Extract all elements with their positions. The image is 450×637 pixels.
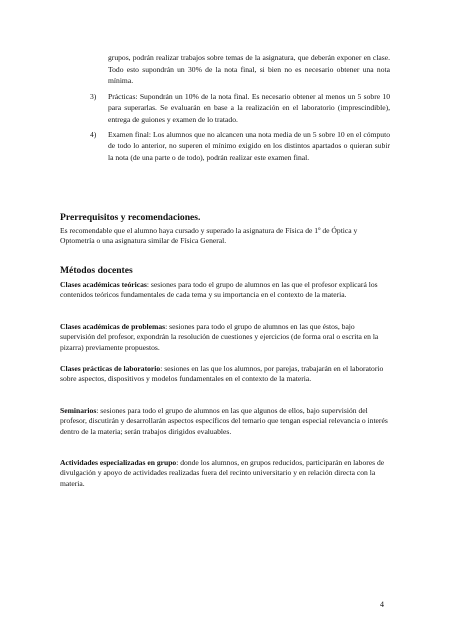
method-description: : donde los alumnos, en grupos reducidos, participarán en labores de divulgación y apoyo de actividades realizadas fuera del recinto universitario y en relación directa con la materia.: [60, 458, 385, 488]
page-number: 4: [380, 600, 384, 609]
prerequisites-text: Es recomendable que el alumno haya cursado y superado la asignatura de Física de 1º de Óptica y Optometría o una asignatura similar de Física General.: [60, 226, 358, 246]
method-description: : sesiones en las que los alumnos, por parejas, trabajarán en el laboratorio sobre aspectos, dispositivos y modelos fundamentales en el contexto de la materia.: [60, 364, 384, 384]
evaluation-list: [60, 52, 390, 163]
method-entry: [60, 280, 390, 301]
method-entry: [60, 406, 390, 437]
list-item-number: 4): [90, 129, 97, 139]
list-item: [60, 91, 390, 126]
method-term: Actividades especializadas en grupo: [60, 458, 177, 467]
list-item: [60, 129, 390, 164]
prerequisites-heading: Prerrequisitos y recomendaciones.: [60, 212, 201, 223]
method-description: : sesiones para todo el grupo de alumnos en las que el profesor explicará los contenidos teóricos fundamentales de cada tema y su importancia en el contexto de la materia.: [60, 280, 378, 300]
list-intro-continuation: grupos, podrán realizar trabajos sobre temas de la asignatura, que deberán exponer en clase. Todo esto supondrán un 30% de la nota final, si bien no es necesario obtener una nota mínima.: [108, 53, 390, 86]
method-entry: [60, 322, 390, 353]
method-term: Seminarios: [60, 406, 97, 415]
list-item-number: 3): [90, 91, 97, 101]
list-item-text: Prácticas: Supondrán un 10% de la nota final. Es necesario obtener al menos un 5 sobre 10 para superarlas. Se evaluarán en base a la realización en el laboratorio (imprescindible), entrega de guiones y examen de lo tratado.: [108, 91, 390, 124]
methods-heading: Métodos docentes: [60, 265, 133, 276]
method-entry: [60, 458, 390, 489]
method-entry: [60, 364, 390, 385]
method-description: : sesiones para todo el grupo de alumnos en las que algunos de ellos, bajo supervisión del profesor, discutirán y desarrollarán aspectos específicos del temario que tengan especial relevancia o interés dentro de la materia; serán trabajos dirigidos evaluables.: [60, 406, 388, 436]
method-description: : sesiones para todo el grupo de alumnos en las que éstos, bajo supervisión del profesor, expondrán la resolución de cuestiones y ejercicios (de forma oral o escrita en la pizarra) previamente propuestos.: [60, 322, 379, 352]
method-term: Clases prácticas de laboratorio: [60, 364, 161, 373]
list-item-text: Examen final: Los alumnos que no alcancen una nota media de un 5 sobre 10 en el cómputo de todo lo anterior, no superen el mínimo exigido en los distintos apartados o quieran subir la nota (de una parte o de todo), podrán realizar este examen final.: [108, 129, 390, 162]
method-term: Clases académicas de problemas: [60, 322, 166, 331]
method-term: Clases académicas teóricas: [60, 280, 147, 289]
